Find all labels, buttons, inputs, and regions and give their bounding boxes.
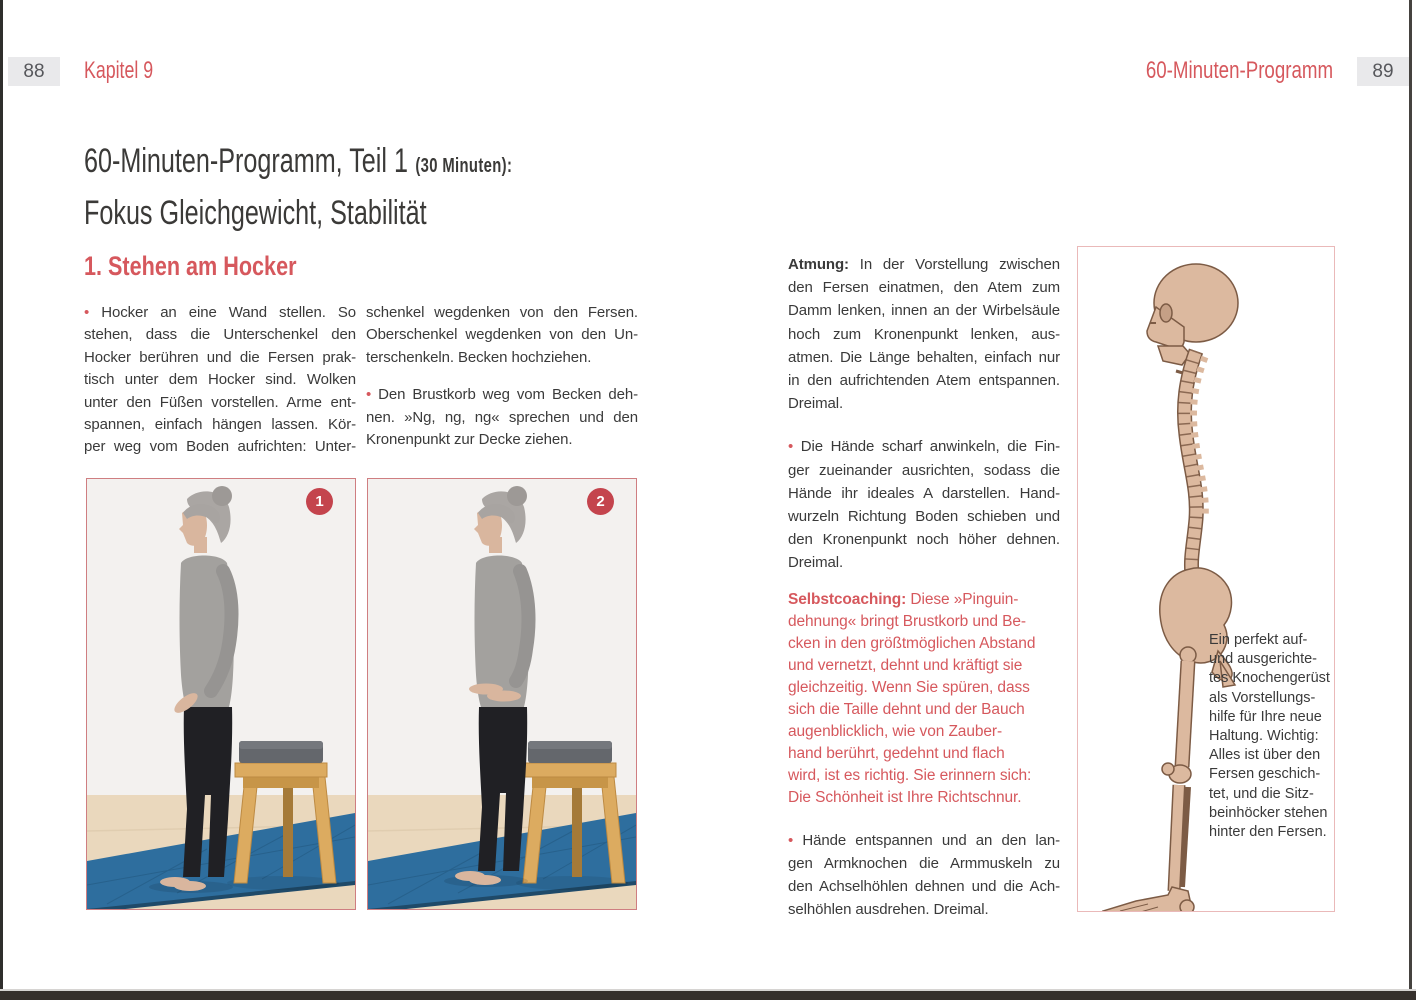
text-line: • Hände entspannen und an den lan- [788, 831, 1060, 849]
paragraph [366, 302, 638, 369]
text-line: gleichzeitig. Wenn Sie spüren, dass [788, 678, 1030, 696]
text-line: Oberschenkel wegdenken von den Un- [366, 326, 638, 344]
section-heading: 1. Stehen am Hocker [84, 251, 297, 281]
caption-line: und ausgerichte- [1209, 651, 1318, 668]
bullet-icon: • [366, 386, 372, 404]
bullet-icon: • [84, 304, 90, 321]
title-duration: (30 Minuten): [415, 155, 513, 177]
chapter-label [84, 56, 177, 85]
text-line: sich die Taille dehnt und der Bauch [788, 700, 1025, 718]
text-line: den Achselhöhlen dehnen und die Ach- [788, 878, 1060, 896]
text-line: Kronenpunkt zur Decke ziehen. [366, 431, 573, 449]
photo-1-illustration [87, 479, 355, 909]
text-line: wird, ist es richtig. Sie erinnern sich: [788, 766, 1032, 784]
skeleton-figure [1077, 246, 1335, 912]
hip-joint [1180, 647, 1196, 663]
text-line: tisch unter dem Hocker sind. Wolken [84, 371, 356, 389]
text-line: Damm lenken, innen an der Wirbelsäule [788, 302, 1060, 320]
text-line: hoch zum Kronenpunkt lenken, aus- [788, 325, 1060, 343]
text-line: • Die Hände scharf anwinkeln, die Fin- [788, 438, 1060, 456]
paragraph [788, 435, 1060, 574]
text-line: ger zueinander ausrichten, sodass die [788, 461, 1060, 479]
text-line: Hände ihr ideales A darstellen. Hand- [788, 484, 1060, 502]
photo-2-badge: 2 [587, 488, 614, 515]
left-column-2 [366, 302, 638, 466]
text-line: unter den Füßen vorstellen. Arme ent- [84, 393, 356, 411]
page-title-line2: Fokus Gleichgewicht, Stabilität [84, 194, 427, 232]
running-head [1093, 56, 1333, 85]
right-column [788, 253, 1060, 941]
text-line: stehen, dass die Unterschenkel den [84, 326, 356, 344]
page-bottom-edge [0, 991, 1416, 1000]
leg-bones [1162, 661, 1191, 891]
text-line: schenkel wegdenken von den Fersen. [366, 304, 638, 321]
caption-line: als Vorstellungs- [1209, 689, 1316, 706]
text-line: Die Schönheit ist Ihre Richtschnur. [788, 788, 1022, 806]
caption-line: Ein perfekt auf- [1209, 632, 1308, 648]
text-line: spannen, einfach hängen lassen. Kör- [84, 416, 356, 434]
paragraph [788, 829, 1060, 922]
text-line: • Den Brustkorb weg vom Becken deh- [366, 386, 638, 404]
bullet-icon: • [788, 438, 794, 456]
text-line: Dreimal. [788, 554, 844, 572]
left-page-number: 88 [8, 57, 60, 86]
hair-bun [212, 486, 232, 506]
text-line: Atmung: In der Vorstellung zwischen [788, 256, 1060, 273]
title-main: 60-Minuten-Programm, Teil 1 [84, 142, 408, 180]
text-line: Dreimal. [788, 395, 844, 413]
text-line: dehnung« bringt Brustkorb und Be- [788, 612, 1026, 630]
text-line: terschenkeln. Becken hochziehen. [366, 348, 592, 366]
text-line: • Hocker an eine Wand stellen. So [84, 304, 356, 321]
text-line: und vernetzt, dehnt und kräftigt sie [788, 656, 1023, 674]
paragraph [788, 253, 1060, 415]
page-title [84, 138, 663, 237]
paragraph [788, 589, 1060, 809]
caption-line: Haltung. Wichtig: [1209, 728, 1319, 745]
text-line: den Fersen einatmen, den Atem zum [788, 279, 1060, 297]
patella [1162, 763, 1174, 775]
text-line: Hocker berühren und die Fersen prak- [84, 348, 356, 366]
stool [227, 741, 339, 890]
text-line: per weg vom Boden aufrichten: Unter- [84, 438, 356, 456]
left-column-1 [84, 302, 356, 459]
bullet-icon: • [788, 831, 794, 849]
spine [1184, 351, 1205, 575]
hand-back [487, 691, 521, 702]
text-line: Selbstcoaching: Diese »Pinguin- [788, 590, 1019, 608]
tibia [1174, 785, 1179, 891]
text-line: hand berührt, gedehnt und flach [788, 744, 1005, 762]
hair-bun [507, 486, 527, 506]
caption-line: hilfe für Ihre neue [1209, 708, 1322, 725]
photo-2-illustration [368, 479, 636, 909]
page-right-edge [1409, 0, 1412, 1000]
page-title-line1 [84, 138, 663, 190]
caption-line: tes Knochengerüst [1209, 670, 1330, 687]
exercise-photo-1 [86, 478, 356, 910]
text-line: augenblicklich, wie von Zauber- [788, 722, 1003, 740]
text-line: den Kronenpunkt noch höher dehnen. [788, 531, 1060, 549]
caption-line: Fersen geschich- [1209, 766, 1321, 783]
foot-bones [1103, 887, 1194, 911]
text-line: in den aufrichtenden Atem entspannen. [788, 372, 1060, 390]
text-line: selhöhlen ausdrehen. Dreimal. [788, 901, 989, 919]
femur [1182, 661, 1188, 767]
text-line: atmen. Die Länge behalten, einfach nur [788, 348, 1060, 366]
paragraph [84, 302, 356, 459]
text-line: gen Armknochen die Armmuskeln zu [788, 854, 1060, 872]
figure-caption [1209, 631, 1330, 842]
photo-1-badge: 1 [306, 488, 333, 515]
exercise-photo-2 [367, 478, 637, 910]
running-head-text: 60-Minuten-Programm [1145, 56, 1333, 84]
caption-line: tet, und die Sitz- [1209, 785, 1314, 802]
text-line: cken in den größtmöglichen Abstand [788, 634, 1036, 652]
caption-line: Alles ist über den [1209, 747, 1321, 764]
stool [516, 741, 628, 890]
eye-socket [1160, 304, 1172, 322]
text-line: wurzeln Richtung Boden schieben und [788, 508, 1060, 526]
caption-line: beinhöcker stehen [1209, 804, 1328, 821]
chapter-label-text: Kapitel 9 [84, 56, 154, 84]
paragraph [366, 384, 638, 451]
right-page-number: 89 [1357, 57, 1409, 86]
text-line: nen. »Ng, ng, ng« sprechen und den [366, 408, 638, 426]
page-left-edge [0, 0, 3, 1000]
caption-line: hinter den Fersen. [1209, 824, 1327, 841]
